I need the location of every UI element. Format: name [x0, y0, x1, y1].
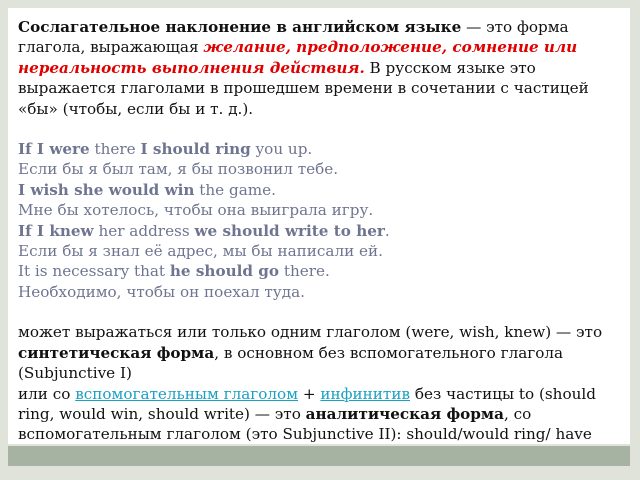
infinitive-link[interactable]: инфинитив: [320, 384, 410, 403]
example-1-part-c: I should ring: [140, 140, 251, 159]
example-4-part-c: there.: [279, 262, 330, 281]
footer-strip: [8, 446, 630, 466]
translation-2: Мне бы хотелось, чтобы она выиграла игру.: [18, 201, 374, 220]
intro-paragraph: [18, 17, 618, 119]
example-2-part-b: the game.: [194, 180, 276, 199]
example-4-part-a: It is necessary that: [18, 262, 170, 281]
forms-paragraph-1: [18, 322, 618, 383]
example-3-part-a: If I knew: [18, 221, 94, 240]
synthetic-form-term: синтетическая форма: [18, 343, 215, 362]
translation-4: Необходимо, чтобы он поехал туда.: [18, 282, 305, 301]
example-1-part-a: If I were: [18, 140, 90, 159]
intro-rest: В русском языке это выражается глаголами в прошедшем времени в сочетании с частицей «бы» (чтобы, если бы и т. д.).: [18, 58, 589, 118]
spacer: [18, 119, 618, 139]
example-2: [18, 180, 618, 200]
example-4: [18, 261, 618, 281]
example-1: [18, 139, 618, 159]
intro-term: Сослагательное наклонение в английском языке: [18, 18, 462, 36]
example-1-part-b: there: [89, 140, 141, 159]
forms-text-5: , со вспомогательным глаголом (это Subjunctive II): should/would ring/ have: [18, 404, 592, 444]
example-1-part-d: you up.: [250, 140, 313, 159]
example-2-part-a: I wish she would win: [18, 180, 195, 199]
translation-1: Если бы я был там, я бы позвонил тебе.: [18, 160, 339, 179]
example-3-part-d: .: [384, 221, 390, 240]
example-3-part-c: we should write to her: [194, 221, 385, 240]
intro-emphasis: желание, предположение, сомнение или нереальность выполнения действия.: [18, 38, 578, 77]
spacer: [18, 302, 618, 322]
slide-content: [18, 17, 618, 465]
slide: [8, 8, 630, 444]
forms-text-1: может выражаться или только одним глаголом (were, wish, knew) — это: [18, 323, 603, 342]
example-4-part-b: he should go: [169, 262, 280, 281]
example-3-part-b: her address: [93, 221, 195, 240]
auxiliary-verb-link[interactable]: вспомогательным глаголом: [75, 384, 299, 403]
forms-plus: +: [298, 384, 321, 403]
analytic-form-term: аналитическая форма: [305, 404, 504, 423]
forms-text-3: или со: [18, 384, 76, 403]
forms-text-2: , в основном без вспомогательного глагола (Subjunctive I): [18, 343, 564, 383]
example-3: [18, 221, 618, 241]
intro-dash: — это форма глагола, выражающая: [18, 18, 569, 57]
translation-3: Если бы я знал её адрес, мы бы написали ей.: [18, 242, 383, 261]
examples-block: [18, 139, 618, 302]
forms-text-4: без частицы to (should ring, would win, should write) — это: [18, 384, 596, 423]
